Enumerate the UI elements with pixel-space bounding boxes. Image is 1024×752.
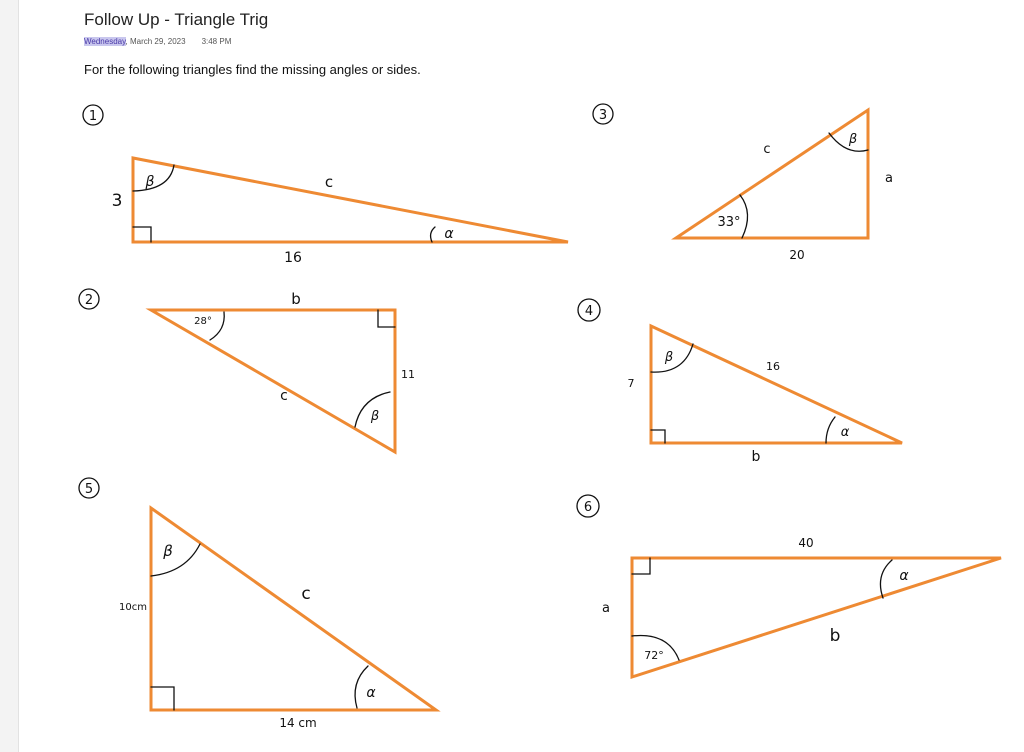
side-label: a	[885, 171, 893, 186]
right-angle-mark	[651, 430, 665, 443]
problem-6	[577, 495, 1001, 677]
hypotenuse-label: 16	[766, 360, 780, 373]
side-label: a	[602, 601, 610, 616]
angle-label: α	[366, 685, 376, 701]
angle-label: α	[899, 568, 909, 584]
side-label: 11	[401, 368, 415, 381]
triangle	[133, 158, 568, 242]
side-label: b	[291, 290, 301, 308]
triangle	[676, 110, 868, 238]
angle-arc	[210, 312, 224, 340]
problem-number: 5	[84, 482, 94, 497]
angle-label: α	[840, 425, 850, 440]
instructions: For the following triangles find the missing angles or sides.	[84, 62, 421, 77]
angle-label: β	[664, 350, 674, 365]
problem-3	[593, 104, 893, 262]
side-label: 3	[111, 191, 123, 211]
problem-5	[79, 478, 436, 730]
side-label: 20	[789, 248, 805, 262]
problem-4	[578, 299, 902, 465]
right-angle-mark	[133, 227, 151, 242]
page-date-rest: , March 29, 2023	[125, 37, 186, 46]
side-label: 7	[627, 377, 635, 390]
side-label: b	[751, 449, 761, 465]
angle-arc	[431, 227, 435, 242]
problem-number: 3	[598, 108, 608, 123]
problem-number: 6	[583, 500, 593, 515]
angle-label: β	[370, 409, 380, 424]
right-angle-mark	[151, 687, 174, 710]
angle-label: 33°	[717, 215, 741, 230]
angle-label: β	[145, 174, 155, 190]
right-angle-mark	[632, 558, 650, 574]
side-label: 10cm	[119, 602, 147, 613]
angle-arc	[740, 195, 748, 238]
angle-label: β	[163, 542, 173, 560]
side-label: 40	[798, 536, 814, 550]
hypotenuse-label: c	[301, 584, 311, 604]
hypotenuse-label: b	[829, 626, 841, 646]
angle-arc	[151, 544, 200, 576]
angle-label: β	[848, 132, 858, 147]
right-angle-mark	[378, 310, 395, 327]
page-time: 3:48 PM	[201, 37, 232, 46]
triangle	[151, 310, 395, 452]
page-title: Follow Up - Triangle Trig	[84, 10, 269, 29]
angle-label: 28°	[194, 316, 212, 327]
problem-1	[83, 105, 568, 266]
angle-label: 72°	[644, 649, 664, 662]
hypotenuse-label: c	[280, 388, 288, 404]
problem-number: 1	[88, 109, 98, 124]
problem-number: 2	[84, 293, 94, 308]
side-label: 16	[284, 250, 302, 266]
side-label: 14 cm	[279, 716, 317, 730]
triangle	[151, 508, 436, 710]
problem-number: 4	[584, 304, 594, 319]
triangle	[651, 326, 902, 443]
hypotenuse-label: c	[763, 142, 771, 157]
triangle	[632, 558, 1001, 677]
angle-label: α	[444, 226, 454, 242]
angle-arc	[826, 417, 835, 443]
hypotenuse-label: c	[324, 173, 334, 191]
page-date-day: Wednesday	[84, 37, 126, 46]
problem-2	[79, 289, 415, 452]
